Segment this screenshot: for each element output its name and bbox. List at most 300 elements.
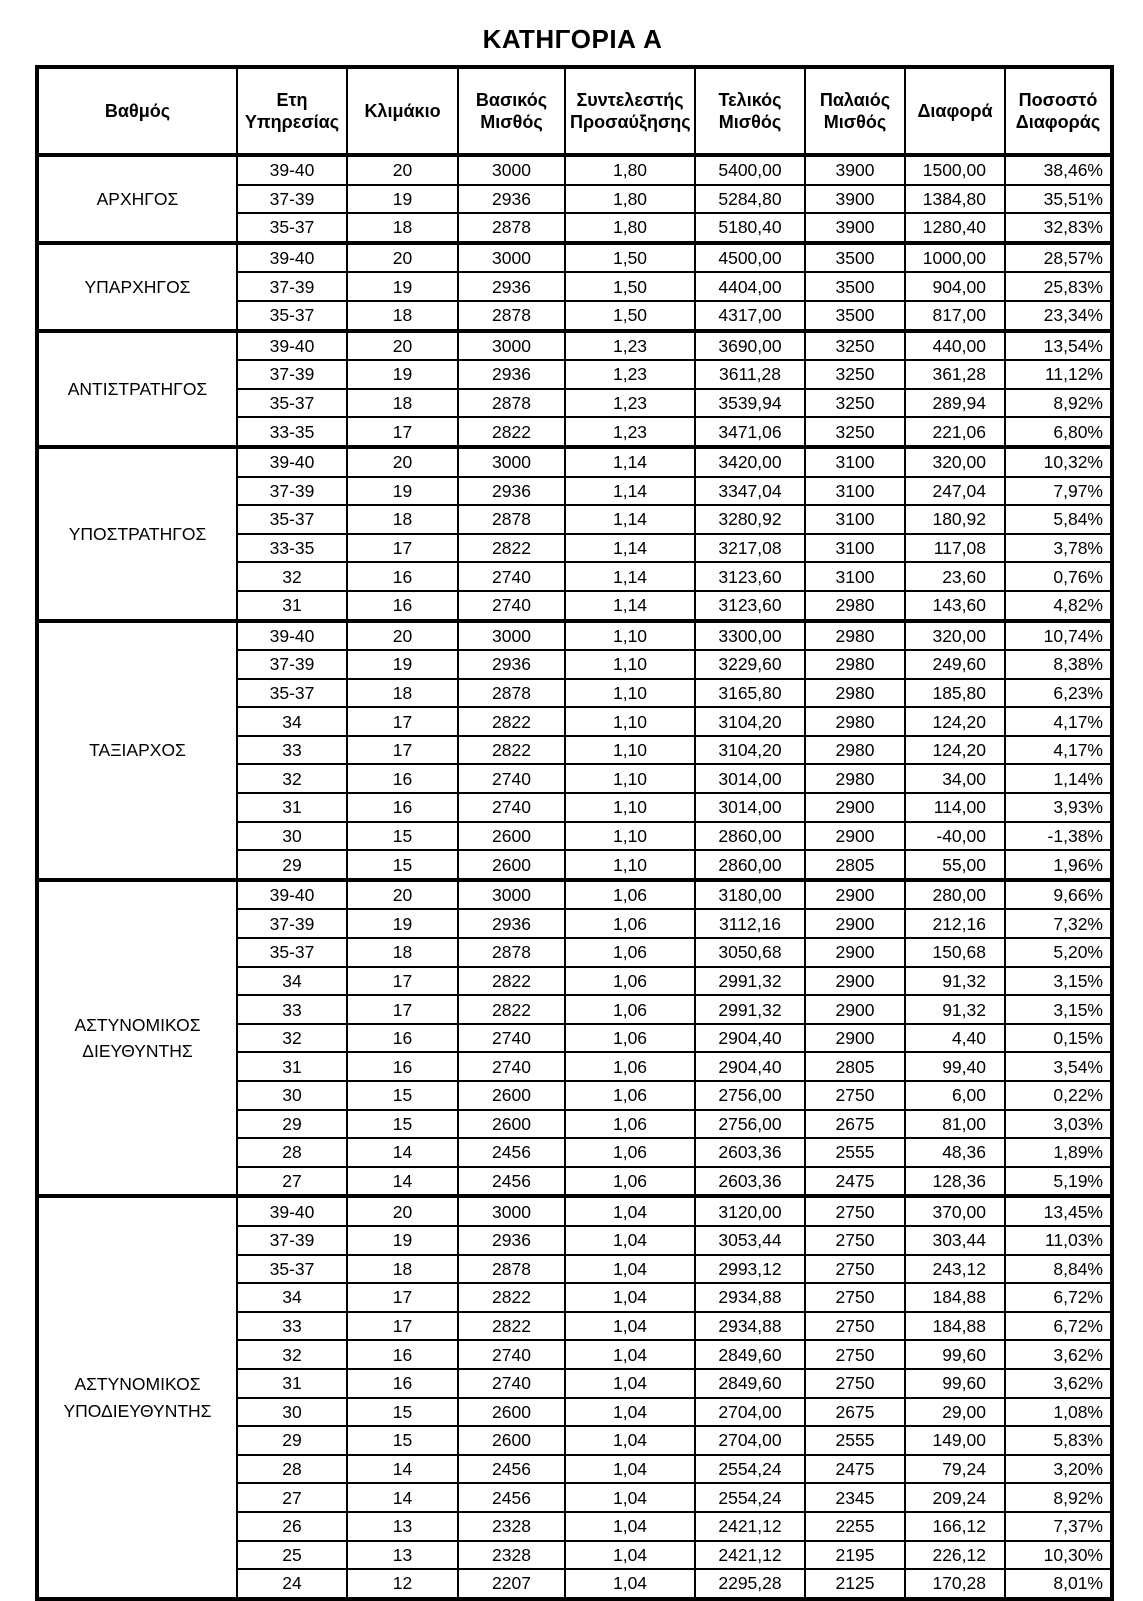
years-cell: 39-40 [237, 1196, 347, 1226]
years-cell: 29 [237, 1110, 347, 1139]
difference-percent-cell: 8,01% [1005, 1569, 1112, 1599]
final-salary-cell: 3014,00 [695, 764, 805, 793]
old-salary-cell: 2195 [805, 1541, 905, 1570]
years-cell: 37-39 [237, 360, 347, 389]
difference-percent-cell: 35,51% [1005, 185, 1112, 214]
final-salary-cell: 2554,24 [695, 1455, 805, 1484]
years-cell: 39-40 [237, 155, 347, 185]
difference-percent-cell: 25,83% [1005, 272, 1112, 301]
years-cell: 28 [237, 1455, 347, 1484]
old-salary-cell: 3100 [805, 477, 905, 506]
final-salary-cell: 2421,12 [695, 1541, 805, 1570]
grade-cell: 15 [347, 850, 458, 880]
final-salary-cell: 3104,20 [695, 736, 805, 765]
table-header-row [37, 67, 1112, 155]
basic-salary-cell: 2740 [458, 1340, 565, 1369]
basic-salary-cell: 2740 [458, 793, 565, 822]
basic-salary-cell: 2822 [458, 534, 565, 563]
old-salary-cell: 2475 [805, 1167, 905, 1197]
difference-percent-cell: 4,82% [1005, 591, 1112, 621]
coefficient-cell: 1,04 [565, 1483, 695, 1512]
difference-cell: 370,00 [905, 1196, 1005, 1226]
table-row [37, 447, 1112, 477]
years-cell: 33-35 [237, 417, 347, 447]
old-salary-cell: 2900 [805, 822, 905, 851]
coefficient-cell: 1,04 [565, 1283, 695, 1312]
basic-salary-cell: 2822 [458, 1312, 565, 1341]
basic-salary-cell: 3000 [458, 621, 565, 651]
coefficient-cell: 1,10 [565, 793, 695, 822]
final-salary-cell: 2849,60 [695, 1340, 805, 1369]
years-cell: 33 [237, 995, 347, 1024]
grade-cell: 15 [347, 1110, 458, 1139]
grade-cell: 15 [347, 1426, 458, 1455]
difference-percent-cell: 6,72% [1005, 1312, 1112, 1341]
years-cell: 33 [237, 736, 347, 765]
grade-cell: 19 [347, 360, 458, 389]
final-salary-cell: 3014,00 [695, 793, 805, 822]
old-salary-cell: 2475 [805, 1455, 905, 1484]
years-cell: 28 [237, 1138, 347, 1167]
grade-cell: 14 [347, 1167, 458, 1197]
final-salary-cell: 2991,32 [695, 967, 805, 996]
final-salary-cell: 3123,60 [695, 562, 805, 591]
coefficient-cell: 1,06 [565, 1024, 695, 1053]
old-salary-cell: 2900 [805, 880, 905, 910]
years-cell: 31 [237, 591, 347, 621]
final-salary-cell: 3300,00 [695, 621, 805, 651]
basic-salary-cell: 2600 [458, 850, 565, 880]
grade-cell: 19 [347, 1226, 458, 1255]
old-salary-cell: 2345 [805, 1483, 905, 1512]
final-salary-cell: 3180,00 [695, 880, 805, 910]
difference-cell: 249,60 [905, 650, 1005, 679]
coefficient-cell: 1,23 [565, 389, 695, 418]
final-salary-cell: 3053,44 [695, 1226, 805, 1255]
final-salary-cell: 3229,60 [695, 650, 805, 679]
coefficient-cell: 1,14 [565, 591, 695, 621]
basic-salary-cell: 2936 [458, 272, 565, 301]
basic-salary-cell: 2878 [458, 389, 565, 418]
years-cell: 37-39 [237, 272, 347, 301]
coefficient-cell: 1,04 [565, 1398, 695, 1427]
difference-percent-cell: 38,46% [1005, 155, 1112, 185]
grade-cell: 16 [347, 1340, 458, 1369]
years-cell: 39-40 [237, 447, 347, 477]
header-years: Ετη Υπηρεσίας [237, 67, 347, 155]
coefficient-cell: 1,04 [565, 1226, 695, 1255]
old-salary-cell: 2555 [805, 1138, 905, 1167]
years-cell: 31 [237, 793, 347, 822]
basic-salary-cell: 2822 [458, 707, 565, 736]
years-cell: 35-37 [237, 213, 347, 243]
coefficient-cell: 1,04 [565, 1569, 695, 1599]
difference-percent-cell: 3,62% [1005, 1340, 1112, 1369]
coefficient-cell: 1,10 [565, 707, 695, 736]
final-salary-cell: 2603,36 [695, 1138, 805, 1167]
grade-cell: 16 [347, 591, 458, 621]
final-salary-cell: 3217,08 [695, 534, 805, 563]
old-salary-cell: 2980 [805, 736, 905, 765]
coefficient-cell: 1,80 [565, 155, 695, 185]
final-salary-cell: 5400,00 [695, 155, 805, 185]
page-title: ΚΑΤΗΓΟΡΙΑ Α [482, 24, 663, 54]
old-salary-cell: 3250 [805, 331, 905, 361]
grade-cell: 18 [347, 1255, 458, 1284]
years-cell: 33 [237, 1312, 347, 1341]
basic-salary-cell: 2822 [458, 417, 565, 447]
difference-percent-cell: 8,92% [1005, 389, 1112, 418]
difference-cell: 6,00 [905, 1081, 1005, 1110]
old-salary-cell: 2750 [805, 1081, 905, 1110]
difference-cell: 91,32 [905, 995, 1005, 1024]
difference-percent-cell: 7,37% [1005, 1512, 1112, 1541]
years-cell: 27 [237, 1483, 347, 1512]
basic-salary-cell: 2936 [458, 650, 565, 679]
difference-percent-cell: 4,17% [1005, 707, 1112, 736]
difference-cell: 166,12 [905, 1512, 1005, 1541]
difference-percent-cell: 5,20% [1005, 938, 1112, 967]
difference-percent-cell: 3,62% [1005, 1369, 1112, 1398]
old-salary-cell: 2555 [805, 1426, 905, 1455]
basic-salary-cell: 2740 [458, 764, 565, 793]
final-salary-cell: 2904,40 [695, 1052, 805, 1081]
grade-cell: 13 [347, 1541, 458, 1570]
basic-salary-cell: 2600 [458, 1398, 565, 1427]
difference-percent-cell: 5,19% [1005, 1167, 1112, 1197]
basic-salary-cell: 3000 [458, 243, 565, 273]
basic-salary-cell: 2740 [458, 1052, 565, 1081]
old-salary-cell: 3500 [805, 243, 905, 273]
difference-cell: 184,88 [905, 1283, 1005, 1312]
old-salary-cell: 2750 [805, 1226, 905, 1255]
difference-percent-cell: 6,72% [1005, 1283, 1112, 1312]
years-cell: 39-40 [237, 621, 347, 651]
basic-salary-cell: 2878 [458, 301, 565, 331]
difference-cell: 23,60 [905, 562, 1005, 591]
final-salary-cell: 3112,16 [695, 909, 805, 938]
basic-salary-cell: 2740 [458, 1024, 565, 1053]
final-salary-cell: 2991,32 [695, 995, 805, 1024]
coefficient-cell: 1,10 [565, 850, 695, 880]
coefficient-cell: 1,10 [565, 650, 695, 679]
basic-salary-cell: 3000 [458, 331, 565, 361]
years-cell: 39-40 [237, 880, 347, 910]
final-salary-cell: 2934,88 [695, 1312, 805, 1341]
header-difference: Διαφορά [905, 67, 1005, 155]
difference-cell: 440,00 [905, 331, 1005, 361]
difference-cell: 99,60 [905, 1340, 1005, 1369]
grade-cell: 12 [347, 1569, 458, 1599]
old-salary-cell: 2980 [805, 591, 905, 621]
years-cell: 35-37 [237, 1255, 347, 1284]
grade-cell: 13 [347, 1512, 458, 1541]
difference-percent-cell: 1,14% [1005, 764, 1112, 793]
old-salary-cell: 2980 [805, 621, 905, 651]
header-coefficient: Συντελεστής Προσαύξησης [565, 67, 695, 155]
coefficient-cell: 1,06 [565, 880, 695, 910]
coefficient-cell: 1,50 [565, 243, 695, 273]
difference-cell: 143,60 [905, 591, 1005, 621]
final-salary-cell: 5180,40 [695, 213, 805, 243]
old-salary-cell: 2750 [805, 1196, 905, 1226]
basic-salary-cell: 2456 [458, 1138, 565, 1167]
grade-cell: 14 [347, 1138, 458, 1167]
final-salary-cell: 2421,12 [695, 1512, 805, 1541]
header-final-salary: Τελικός Μισθός [695, 67, 805, 155]
coefficient-cell: 1,14 [565, 477, 695, 506]
coefficient-cell: 1,04 [565, 1196, 695, 1226]
grade-cell: 14 [347, 1455, 458, 1484]
basic-salary-cell: 2936 [458, 477, 565, 506]
years-cell: 34 [237, 707, 347, 736]
coefficient-cell: 1,06 [565, 909, 695, 938]
coefficient-cell: 1,23 [565, 360, 695, 389]
header-grade: Κλιμάκιο [347, 67, 458, 155]
grade-cell: 19 [347, 909, 458, 938]
difference-percent-cell: 5,83% [1005, 1426, 1112, 1455]
table-row [37, 331, 1112, 361]
coefficient-cell: 1,04 [565, 1541, 695, 1570]
difference-percent-cell: 3,15% [1005, 995, 1112, 1024]
final-salary-cell: 3611,28 [695, 360, 805, 389]
basic-salary-cell: 2936 [458, 909, 565, 938]
final-salary-cell: 3690,00 [695, 331, 805, 361]
difference-cell: 55,00 [905, 850, 1005, 880]
old-salary-cell: 3500 [805, 301, 905, 331]
difference-cell: 184,88 [905, 1312, 1005, 1341]
years-cell: 37-39 [237, 650, 347, 679]
rank-cell: ΤΑΞΙΑΡΧΟΣ [37, 621, 237, 880]
basic-salary-cell: 3000 [458, 880, 565, 910]
years-cell: 32 [237, 1340, 347, 1369]
final-salary-cell: 2704,00 [695, 1426, 805, 1455]
grade-cell: 20 [347, 331, 458, 361]
final-salary-cell: 2603,36 [695, 1167, 805, 1197]
coefficient-cell: 1,50 [565, 272, 695, 301]
coefficient-cell: 1,23 [565, 417, 695, 447]
years-cell: 24 [237, 1569, 347, 1599]
years-cell: 35-37 [237, 679, 347, 708]
years-cell: 30 [237, 822, 347, 851]
difference-cell: 1384,80 [905, 185, 1005, 214]
old-salary-cell: 2980 [805, 679, 905, 708]
old-salary-cell: 2900 [805, 967, 905, 996]
basic-salary-cell: 2878 [458, 1255, 565, 1284]
old-salary-cell: 2750 [805, 1312, 905, 1341]
final-salary-cell: 4500,00 [695, 243, 805, 273]
old-salary-cell: 3250 [805, 360, 905, 389]
grade-cell: 16 [347, 793, 458, 822]
years-cell: 30 [237, 1398, 347, 1427]
difference-cell: 212,16 [905, 909, 1005, 938]
difference-cell: 91,32 [905, 967, 1005, 996]
coefficient-cell: 1,23 [565, 331, 695, 361]
old-salary-cell: 3900 [805, 213, 905, 243]
coefficient-cell: 1,14 [565, 562, 695, 591]
difference-cell: 180,92 [905, 505, 1005, 534]
difference-percent-cell: 5,84% [1005, 505, 1112, 534]
years-cell: 32 [237, 764, 347, 793]
difference-cell: 280,00 [905, 880, 1005, 910]
difference-cell: 114,00 [905, 793, 1005, 822]
basic-salary-cell: 2600 [458, 1081, 565, 1110]
difference-cell: 81,00 [905, 1110, 1005, 1139]
coefficient-cell: 1,04 [565, 1512, 695, 1541]
difference-percent-cell: 0,22% [1005, 1081, 1112, 1110]
difference-cell: 243,12 [905, 1255, 1005, 1284]
difference-percent-cell: 6,80% [1005, 417, 1112, 447]
difference-percent-cell: 1,96% [1005, 850, 1112, 880]
years-cell: 32 [237, 562, 347, 591]
basic-salary-cell: 2822 [458, 995, 565, 1024]
grade-cell: 19 [347, 650, 458, 679]
difference-cell: 817,00 [905, 301, 1005, 331]
table-row [37, 155, 1112, 185]
years-cell: 34 [237, 967, 347, 996]
old-salary-cell: 2900 [805, 1024, 905, 1053]
final-salary-cell: 2295,28 [695, 1569, 805, 1599]
difference-percent-cell: 8,92% [1005, 1483, 1112, 1512]
header-old-salary: Παλαιός Μισθός [805, 67, 905, 155]
final-salary-cell: 3420,00 [695, 447, 805, 477]
coefficient-cell: 1,14 [565, 534, 695, 563]
difference-percent-cell: 11,12% [1005, 360, 1112, 389]
basic-salary-cell: 2740 [458, 562, 565, 591]
coefficient-cell: 1,04 [565, 1340, 695, 1369]
years-cell: 31 [237, 1052, 347, 1081]
difference-cell: 99,60 [905, 1369, 1005, 1398]
table-row [37, 1196, 1112, 1226]
coefficient-cell: 1,80 [565, 213, 695, 243]
difference-percent-cell: 9,66% [1005, 880, 1112, 910]
final-salary-cell: 2993,12 [695, 1255, 805, 1284]
years-cell: 25 [237, 1541, 347, 1570]
grade-cell: 20 [347, 880, 458, 910]
difference-percent-cell: 11,03% [1005, 1226, 1112, 1255]
difference-percent-cell: 8,38% [1005, 650, 1112, 679]
basic-salary-cell: 2936 [458, 1226, 565, 1255]
grade-cell: 16 [347, 764, 458, 793]
years-cell: 34 [237, 1283, 347, 1312]
years-cell: 35-37 [237, 389, 347, 418]
final-salary-cell: 2756,00 [695, 1110, 805, 1139]
grade-cell: 16 [347, 562, 458, 591]
years-cell: 30 [237, 1081, 347, 1110]
old-salary-cell: 2750 [805, 1283, 905, 1312]
years-cell: 37-39 [237, 477, 347, 506]
grade-cell: 18 [347, 679, 458, 708]
grade-cell: 18 [347, 301, 458, 331]
final-salary-cell: 2904,40 [695, 1024, 805, 1053]
basic-salary-cell: 2456 [458, 1483, 565, 1512]
years-cell: 35-37 [237, 505, 347, 534]
difference-percent-cell: -1,38% [1005, 822, 1112, 851]
difference-cell: -40,00 [905, 822, 1005, 851]
years-cell: 31 [237, 1369, 347, 1398]
grade-cell: 19 [347, 272, 458, 301]
grade-cell: 17 [347, 1312, 458, 1341]
grade-cell: 18 [347, 938, 458, 967]
difference-cell: 99,40 [905, 1052, 1005, 1081]
final-salary-cell: 3104,20 [695, 707, 805, 736]
rank-cell: ΑΣΤΥΝΟΜΙΚΟΣ ΔΙΕΥΘΥΝΤΗΣ [37, 880, 237, 1197]
old-salary-cell: 3500 [805, 272, 905, 301]
difference-cell: 128,36 [905, 1167, 1005, 1197]
rank-cell: ΑΝΤΙΣΤΡΑΤΗΓΟΣ [37, 331, 237, 447]
difference-cell: 1000,00 [905, 243, 1005, 273]
old-salary-cell: 2675 [805, 1398, 905, 1427]
table-row [37, 880, 1112, 910]
old-salary-cell: 2675 [805, 1110, 905, 1139]
basic-salary-cell: 2878 [458, 938, 565, 967]
difference-cell: 79,24 [905, 1455, 1005, 1484]
difference-cell: 34,00 [905, 764, 1005, 793]
basic-salary-cell: 2822 [458, 736, 565, 765]
final-salary-cell: 3539,94 [695, 389, 805, 418]
difference-percent-cell: 0,15% [1005, 1024, 1112, 1053]
difference-percent-cell: 28,57% [1005, 243, 1112, 273]
difference-percent-cell: 10,30% [1005, 1541, 1112, 1570]
grade-cell: 20 [347, 447, 458, 477]
grade-cell: 15 [347, 822, 458, 851]
difference-percent-cell: 3,03% [1005, 1110, 1112, 1139]
difference-percent-cell: 8,84% [1005, 1255, 1112, 1284]
table-row [37, 621, 1112, 651]
final-salary-cell: 4317,00 [695, 301, 805, 331]
basic-salary-cell: 2456 [458, 1167, 565, 1197]
basic-salary-cell: 2328 [458, 1512, 565, 1541]
basic-salary-cell: 2740 [458, 591, 565, 621]
final-salary-cell: 3165,80 [695, 679, 805, 708]
salary-table [35, 65, 1114, 1601]
coefficient-cell: 1,04 [565, 1369, 695, 1398]
grade-cell: 17 [347, 736, 458, 765]
difference-cell: 361,28 [905, 360, 1005, 389]
old-salary-cell: 2900 [805, 995, 905, 1024]
basic-salary-cell: 2328 [458, 1541, 565, 1570]
header-basic-salary: Βασικός Μισθός [458, 67, 565, 155]
rank-cell: ΥΠΟΣΤΡΑΤΗΓΟΣ [37, 447, 237, 621]
difference-percent-cell: 3,78% [1005, 534, 1112, 563]
final-salary-cell: 3050,68 [695, 938, 805, 967]
old-salary-cell: 2805 [805, 850, 905, 880]
basic-salary-cell: 3000 [458, 1196, 565, 1226]
final-salary-cell: 3120,00 [695, 1196, 805, 1226]
difference-cell: 320,00 [905, 447, 1005, 477]
coefficient-cell: 1,50 [565, 301, 695, 331]
difference-percent-cell: 0,76% [1005, 562, 1112, 591]
grade-cell: 17 [347, 995, 458, 1024]
coefficient-cell: 1,04 [565, 1455, 695, 1484]
basic-salary-cell: 2878 [458, 505, 565, 534]
basic-salary-cell: 3000 [458, 155, 565, 185]
grade-cell: 16 [347, 1369, 458, 1398]
basic-salary-cell: 2456 [458, 1455, 565, 1484]
coefficient-cell: 1,06 [565, 1110, 695, 1139]
years-cell: 37-39 [237, 185, 347, 214]
basic-salary-cell: 2207 [458, 1569, 565, 1599]
grade-cell: 17 [347, 534, 458, 563]
basic-salary-cell: 2822 [458, 967, 565, 996]
years-cell: 37-39 [237, 909, 347, 938]
difference-cell: 226,12 [905, 1541, 1005, 1570]
coefficient-cell: 1,04 [565, 1312, 695, 1341]
header-difference-percent: Ποσοστό Διαφοράς [1005, 67, 1112, 155]
table-row [37, 243, 1112, 273]
header-rank: Βαθμός [37, 67, 237, 155]
difference-cell: 124,20 [905, 707, 1005, 736]
